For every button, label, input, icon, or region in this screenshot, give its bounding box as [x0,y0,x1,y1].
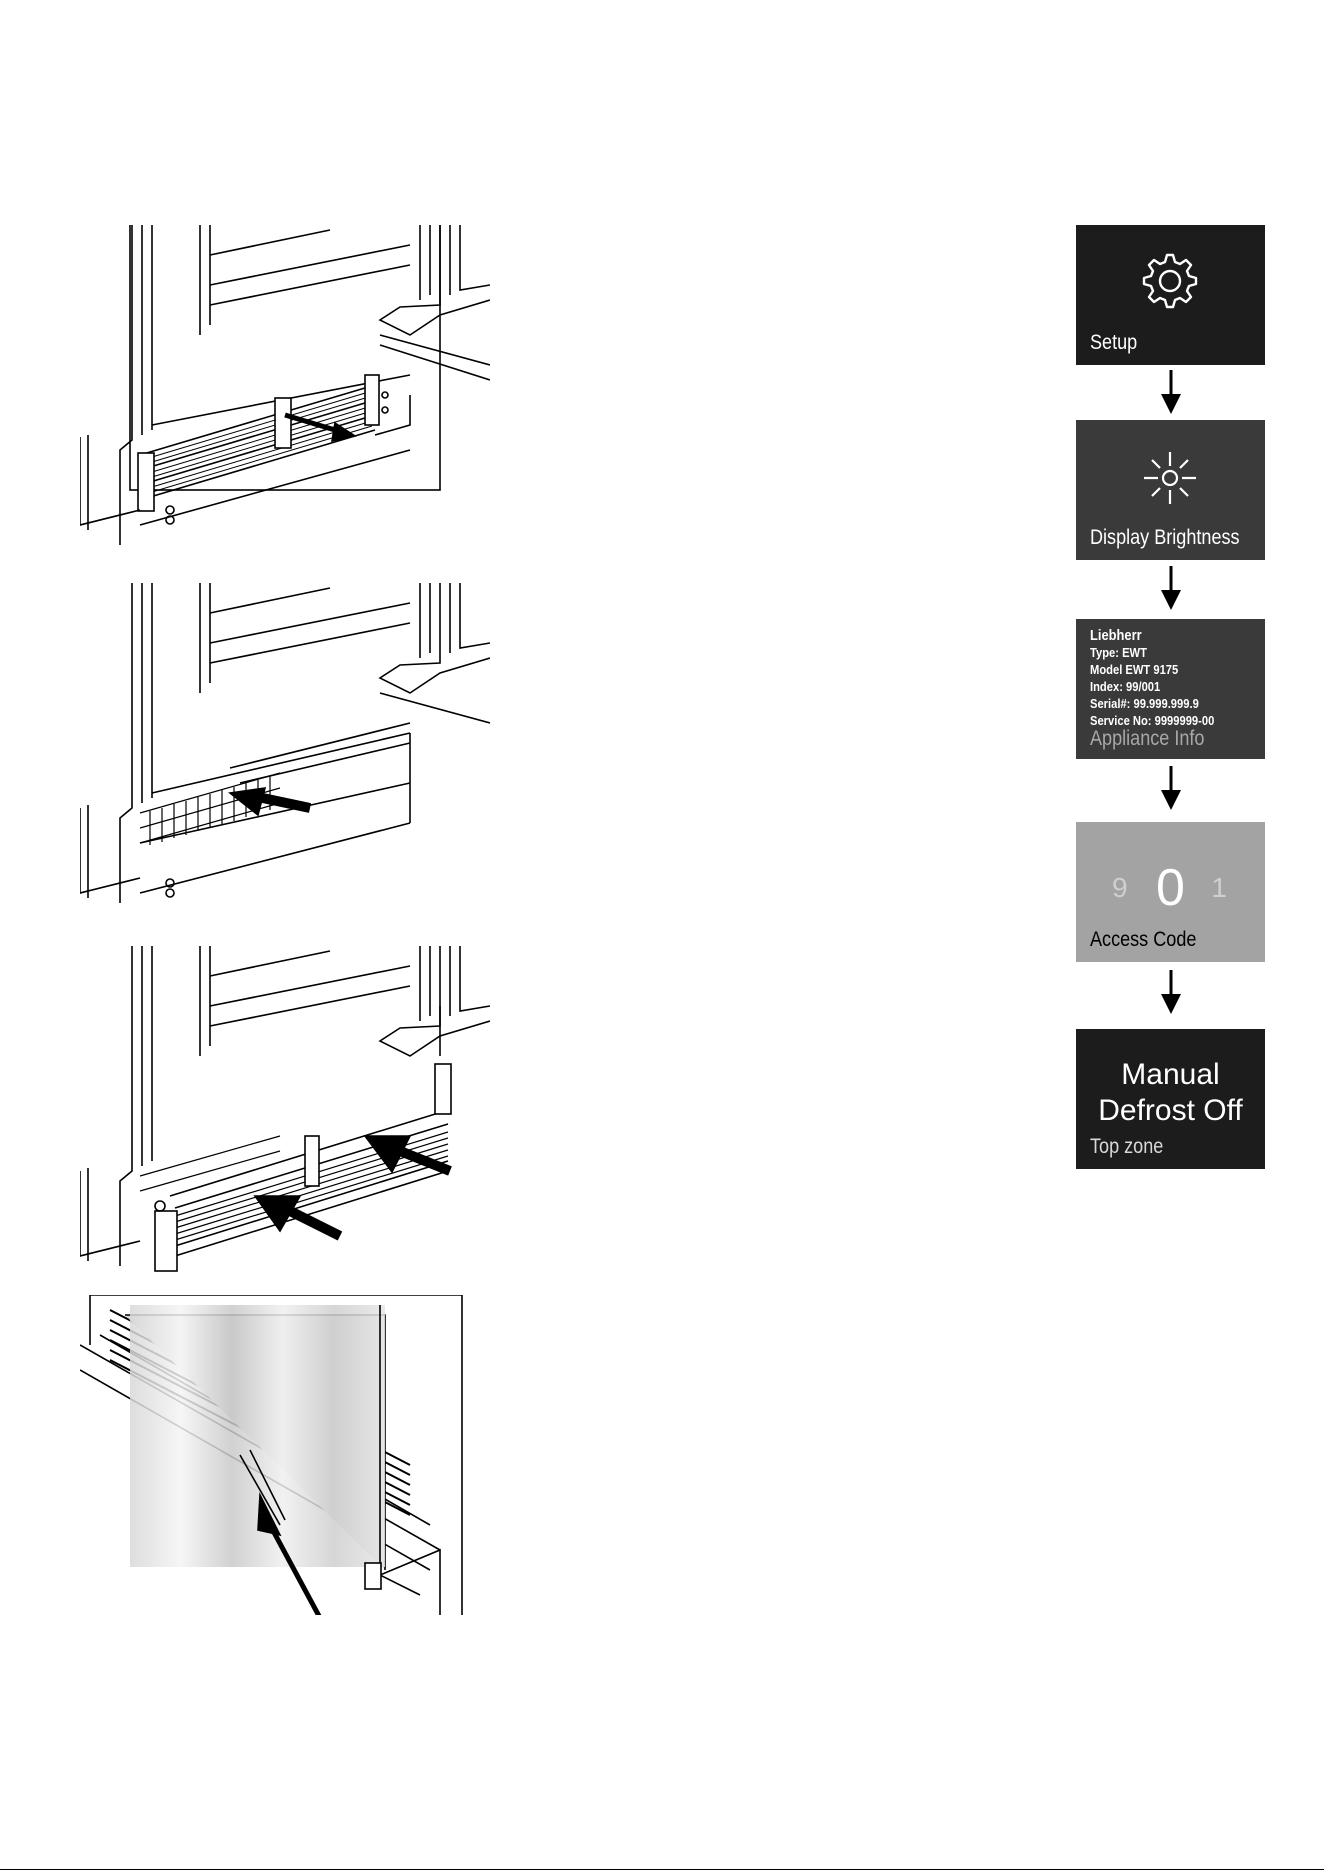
defrost-title-line1: Manual [1121,1058,1220,1091]
info-service-no: Service No: 9999999-00 [1090,713,1215,728]
code-prev-digit: 9 [1112,872,1128,903]
down-arrow-icon [1159,370,1183,414]
appliance-info-lines [1090,627,1214,729]
illustration-installed-grille [80,1295,490,1615]
code-digit-picker [1076,858,1265,918]
appliance-info-screen [1076,619,1265,759]
display-brightness-screen [1076,420,1265,560]
down-arrow-icon [1159,766,1183,810]
illustration-insert-grille [80,946,490,1276]
sun-icon [1138,446,1202,510]
code-current-digit: 0 [1156,859,1185,917]
info-brand: Liebherr [1090,627,1142,644]
setup-label: Setup [1090,331,1138,354]
footer-rule [0,1869,1324,1870]
access-code-label: Access Code [1090,928,1197,951]
illustration-remove-grille [80,225,490,545]
down-arrow-icon [1159,970,1183,1014]
manual-defrost-screen [1076,1029,1265,1169]
defrost-title-line2: Defrost Off [1098,1094,1243,1127]
defrost-title [1076,1057,1265,1129]
info-model: Model EWT 9175 [1090,662,1179,677]
info-index: Index: 99/001 [1090,679,1161,694]
access-code-screen [1076,822,1265,962]
gear-icon [1138,249,1202,313]
illustration-clip-fitting [80,583,490,903]
info-type: Type: EWT [1090,645,1147,660]
appliance-info-label: Appliance Info [1090,727,1205,750]
display-brightness-label: Display Brightness [1090,526,1240,549]
defrost-zone-label: Top zone [1090,1135,1164,1158]
down-arrow-icon [1159,566,1183,610]
code-next-digit: 1 [1211,872,1227,903]
info-serial: Serial#: 99.999.999.9 [1090,696,1199,711]
setup-screen [1076,225,1265,365]
